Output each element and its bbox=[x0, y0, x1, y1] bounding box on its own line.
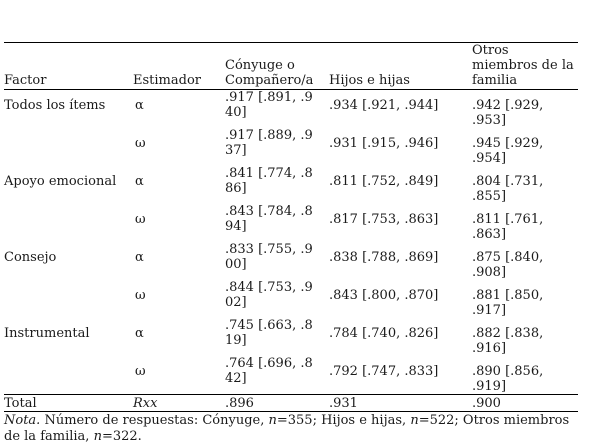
hijos-cell: .811 [.752, .849] bbox=[329, 174, 439, 189]
note-n-var: n bbox=[268, 413, 277, 428]
header-factor: Factor bbox=[4, 73, 47, 88]
conyuge-cell bbox=[225, 204, 329, 242]
table-header bbox=[4, 43, 578, 90]
hijos-cell: .817 [.753, .863] bbox=[329, 212, 439, 227]
document bbox=[4, 42, 578, 445]
hijos-cell: .784 [.740, .826] bbox=[329, 326, 439, 341]
otros-cell: .875 [.840, .908] bbox=[472, 250, 544, 280]
factor-cell: Consejo bbox=[4, 250, 57, 265]
table-row bbox=[4, 280, 578, 318]
otros-cell: .811 [.761, .863] bbox=[472, 212, 544, 242]
factor-cell: Instrumental bbox=[4, 326, 90, 341]
otros-cell: .890 [.856, .919] bbox=[472, 364, 544, 394]
reliability-table bbox=[4, 42, 578, 412]
factor-cell bbox=[4, 128, 133, 166]
total-label: Total bbox=[4, 396, 37, 411]
estimator-cell: ω bbox=[135, 136, 146, 151]
table-body bbox=[4, 90, 578, 412]
conyuge-cell bbox=[225, 128, 329, 166]
header-conyuge: Cónyuge o Compañero/a bbox=[225, 58, 314, 88]
conyuge-cell bbox=[225, 242, 329, 280]
header-hijos: Hijos e hijas bbox=[329, 73, 410, 88]
note-text: Número de respuestas: Cónyuge, bbox=[40, 413, 269, 428]
total-conyuge: .896 bbox=[225, 396, 254, 411]
table-row bbox=[4, 242, 578, 280]
factor-cell bbox=[4, 204, 133, 242]
table-row bbox=[4, 128, 578, 166]
conyuge-value: .917 [.891, .940] bbox=[225, 90, 313, 120]
conyuge-value: .843 [.784, .894] bbox=[225, 204, 313, 234]
factor-cell: Apoyo emocional bbox=[4, 174, 117, 189]
conyuge-cell bbox=[225, 90, 329, 129]
conyuge-value: .841 [.774, .886] bbox=[225, 166, 313, 196]
estimator-cell: ω bbox=[135, 288, 146, 303]
factor-cell: Todos los ítems bbox=[4, 98, 106, 113]
table-row bbox=[4, 204, 578, 242]
table-row bbox=[4, 356, 578, 395]
total-otros: .900 bbox=[472, 396, 501, 411]
table-row bbox=[4, 90, 578, 129]
conyuge-cell bbox=[225, 280, 329, 318]
total-hijos: .931 bbox=[329, 396, 358, 411]
estimator-cell: α bbox=[135, 250, 144, 265]
note-n-conyuge: =355; Hijos e hijas, bbox=[276, 413, 411, 428]
hijos-cell: .934 [.921, .944] bbox=[329, 98, 439, 113]
conyuge-cell bbox=[225, 166, 329, 204]
otros-cell: .945 [.929, .954] bbox=[472, 136, 544, 166]
note-n-var: n bbox=[410, 413, 419, 428]
conyuge-value: .917 [.889, .937] bbox=[225, 128, 313, 158]
table-note bbox=[4, 413, 582, 445]
table-row bbox=[4, 318, 578, 356]
table-row bbox=[4, 166, 578, 204]
estimator-cell: ω bbox=[135, 364, 146, 379]
total-row bbox=[4, 395, 578, 412]
header-estimador: Estimador bbox=[133, 73, 201, 88]
note-label: Nota. bbox=[4, 413, 41, 428]
total-estimator: Rxx bbox=[133, 396, 158, 411]
conyuge-value: .745 [.663, .819] bbox=[225, 318, 313, 348]
hijos-cell: .843 [.800, .870] bbox=[329, 288, 439, 303]
hijos-cell: .931 [.915, .946] bbox=[329, 136, 439, 151]
otros-cell: .804 [.731, .855] bbox=[472, 174, 544, 204]
hijos-cell: .792 [.747, .833] bbox=[329, 364, 439, 379]
conyuge-value: .844 [.753, .902] bbox=[225, 280, 313, 310]
header-otros: Otros miembros de la familia bbox=[472, 43, 574, 88]
note-n-var: n bbox=[93, 429, 102, 444]
note-n-hijos: =522; Otros miembros de la familia, bbox=[4, 413, 570, 444]
estimator-cell: α bbox=[135, 174, 144, 189]
estimator-cell: α bbox=[135, 326, 144, 341]
conyuge-value: .764 [.696, .842] bbox=[225, 356, 313, 386]
otros-cell: .882 [.838, .916] bbox=[472, 326, 544, 356]
factor-cell bbox=[4, 280, 133, 318]
otros-cell: .942 [.929, .953] bbox=[472, 98, 544, 128]
hijos-cell: .838 [.788, .869] bbox=[329, 250, 439, 265]
header-row bbox=[4, 43, 578, 90]
conyuge-cell bbox=[225, 356, 329, 395]
conyuge-value: .833 [.755, .900] bbox=[225, 242, 313, 272]
estimator-cell: ω bbox=[135, 212, 146, 227]
estimator-cell: α bbox=[135, 98, 144, 113]
conyuge-cell bbox=[225, 318, 329, 356]
factor-cell bbox=[4, 356, 133, 395]
otros-cell: .881 [.850, .917] bbox=[472, 288, 544, 318]
note-n-otros: =322. bbox=[101, 429, 142, 444]
